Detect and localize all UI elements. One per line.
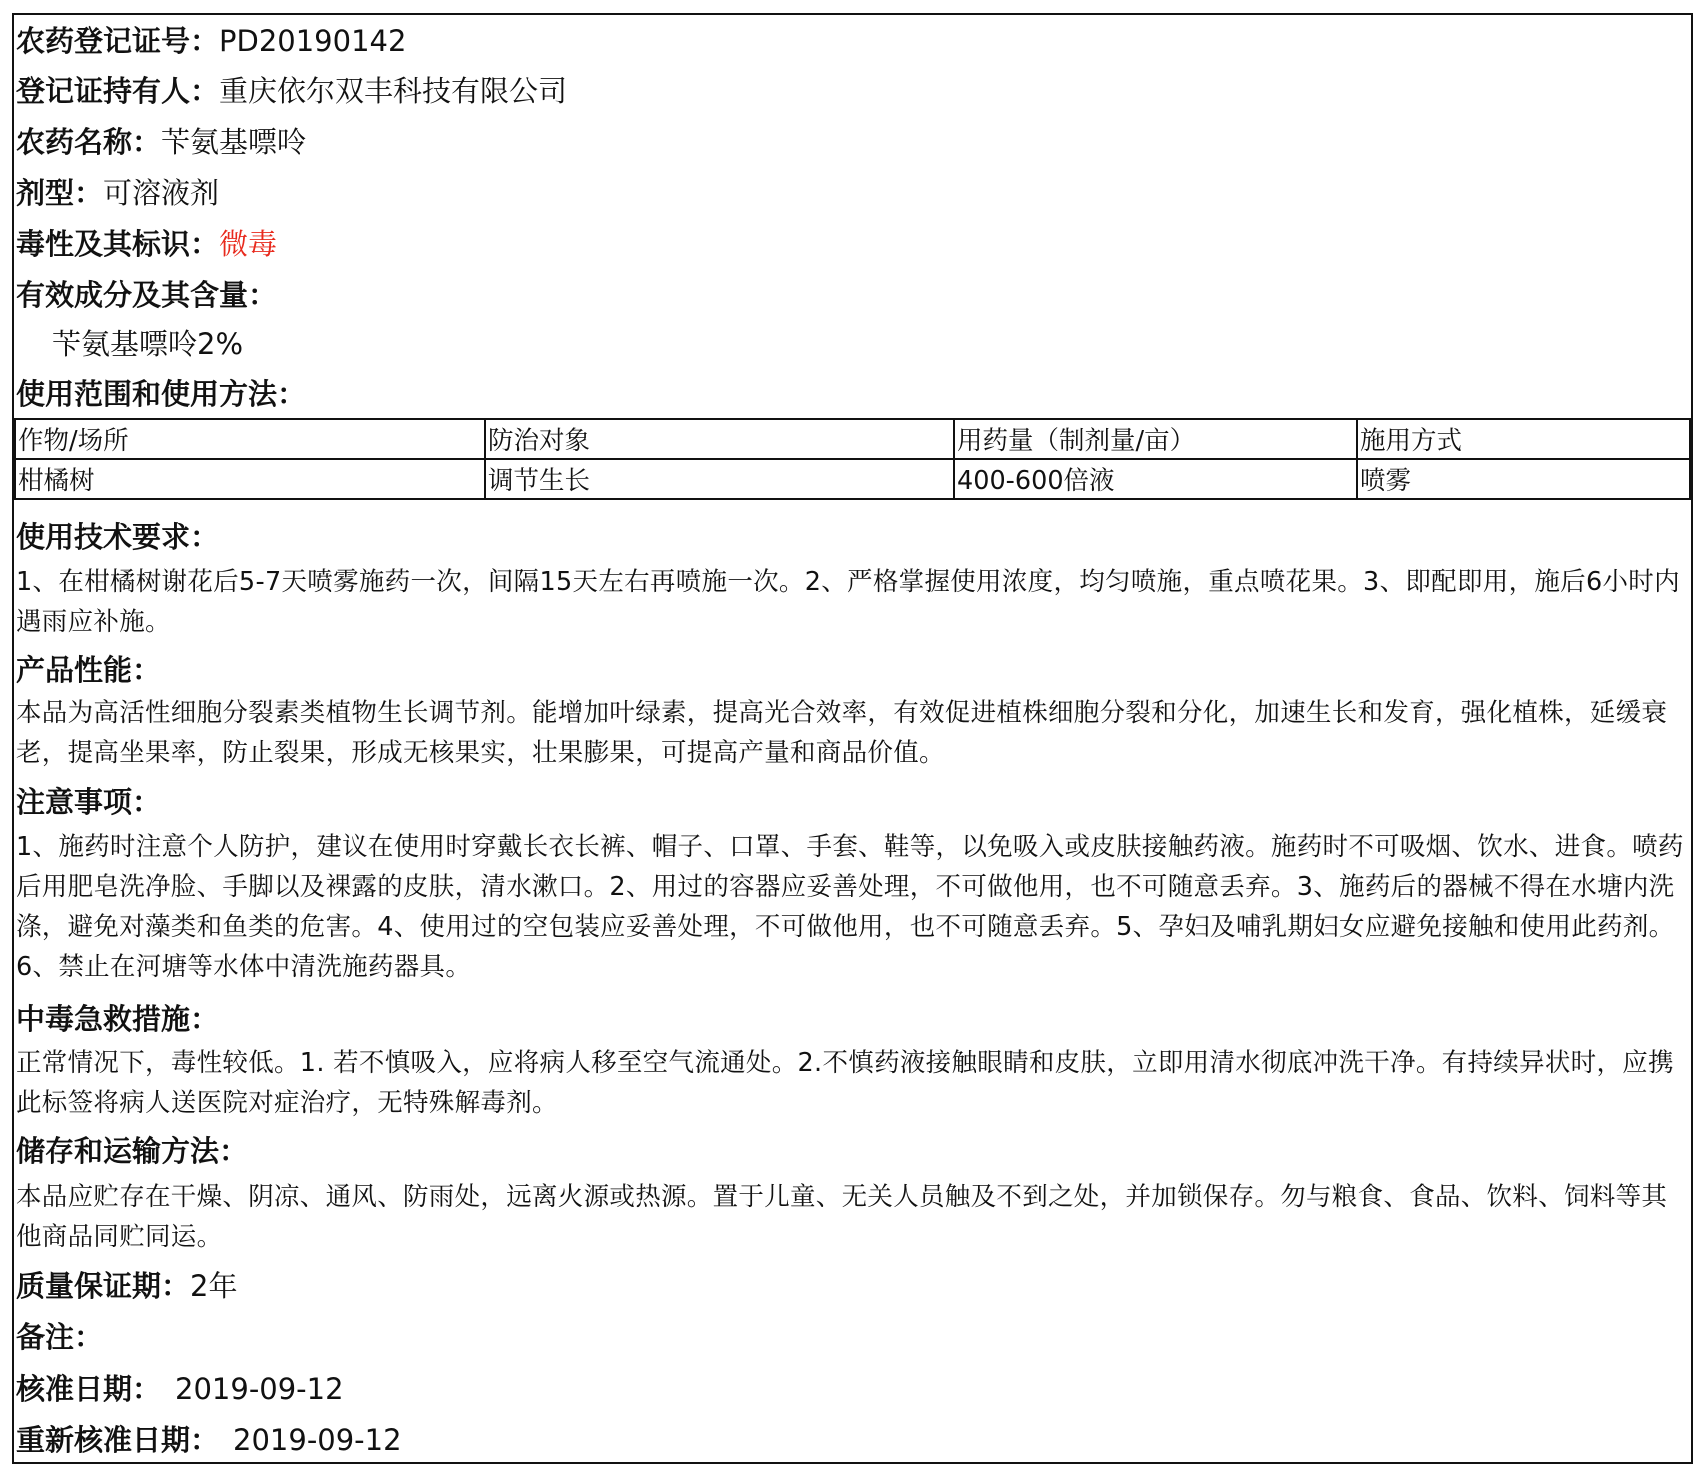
usage-heading — [16, 374, 306, 414]
table-row — [15, 459, 1690, 499]
header-dosage: 用药量（制剂量/亩） — [954, 419, 1357, 459]
first-aid-text: 正常情况下，毒性较低。1. 若不慎吸入，应将病人移至空气流通处。2.不慎药液接触眼睛和皮肤，立即用清水彻底冲洗干净。有持续异状时，应携此标签将病人送医院对症治疗，无特殊解毒剂。 — [16, 1048, 1674, 1118]
remarks-label: 备注： — [16, 1320, 104, 1354]
performance-text: 本品为高活性细胞分裂素类植物生长调节剂。能增加叶绿素，提高光合效率，有效促进植株细胞分裂和分化，加速生长和发育，强化植株，延缓衰老，提高坐果率，防止裂果，形成无核果实，壮果膨果，可提高产量和商品价值。 — [16, 698, 1668, 768]
formulation-row — [16, 173, 219, 213]
shelf-life-label: 质量保证期： — [16, 1269, 191, 1303]
approval-date-label: 核准日期： — [16, 1372, 162, 1406]
remarks-row — [16, 1317, 103, 1357]
approval-date-row — [16, 1369, 344, 1409]
storage-heading — [16, 1131, 248, 1171]
usage-table — [14, 418, 1691, 500]
toxicity-label: 毒性及其标识： — [16, 227, 220, 261]
toxicity-row — [16, 224, 277, 264]
storage-label: 储存和运输方法： — [16, 1134, 249, 1168]
approval-date-value: 2019-09-12 — [175, 1372, 344, 1406]
first-aid-label: 中毒急救措施： — [16, 1002, 220, 1036]
precautions-text: 1、施药时注意个人防护，建议在使用时穿戴长衣长裤、帽子、口罩、手套、鞋等，以免吸入或皮肤接触药液。施药时不可吸烟、饮水、进食。喷药后用肥皂洗净脸、手脚以及裸露的皮肤，清水漱口。2、用过的容器应妥善处理，不可做他用，也不可随意丢弃。3、施药后的器械不得在水塘内洗涤，避免对藻类和鱼类的危害。4、使用过的空包装应妥善处理，不可做他用，也不可随意丢弃。5、孕妇及哺乳期妇女应避免接触和使用此药剂。6、禁止在河塘等水体中清洗施药器具。 — [16, 832, 1684, 982]
performance-heading — [16, 650, 161, 690]
precautions-heading — [16, 782, 161, 822]
storage-text: 本品应贮存在干燥、阴凉、通风、防雨处，远离火源或热源。置于儿童、无关人员触及不到之处，并加锁保存。勿与粮食、食品、饮料、饲料等其他商品同贮同运。 — [16, 1182, 1668, 1252]
header-crop: 作物/场所 — [15, 419, 485, 459]
pesticide-name-row — [16, 122, 306, 162]
header-method: 施用方式 — [1357, 419, 1690, 459]
shelf-life-row — [16, 1266, 237, 1306]
first-aid-heading — [16, 999, 219, 1039]
reapproval-date-value: 2019-09-12 — [233, 1423, 402, 1457]
reapproval-date-row — [16, 1420, 402, 1460]
usage-label: 使用范围和使用方法： — [16, 377, 307, 411]
usage-table-header — [15, 419, 1690, 459]
cell-method: 喷雾 — [1357, 459, 1690, 499]
holder-label: 登记证持有人： — [16, 74, 220, 108]
registration-number: PD20190142 — [219, 24, 407, 58]
performance-label: 产品性能： — [16, 653, 162, 687]
pesticide-name-value: 苄氨基嘌呤 — [161, 125, 307, 159]
formulation-value: 可溶液剂 — [103, 176, 220, 210]
pesticide-name-label: 农药名称： — [16, 125, 162, 159]
active-ingredient-label: 有效成分及其含量： — [16, 278, 278, 312]
registration-row — [16, 21, 406, 61]
shelf-life-value: 2年 — [190, 1269, 238, 1303]
reapproval-date-label: 重新核准日期： — [16, 1423, 220, 1457]
active-ingredient-value: 苄氨基嘌呤2% — [52, 327, 244, 361]
holder-row — [16, 71, 567, 111]
cell-dosage: 400-600倍液 — [954, 459, 1357, 499]
holder-name: 重庆依尔双丰科技有限公司 — [219, 74, 568, 108]
registration-label: 农药登记证号： — [16, 24, 220, 58]
formulation-label: 剂型： — [16, 176, 104, 210]
toxicity-value: 微毒 — [219, 227, 278, 261]
header-target: 防治对象 — [485, 419, 954, 459]
tech-requirements-heading — [16, 517, 219, 557]
precautions-label: 注意事项： — [16, 785, 162, 819]
cell-crop: 柑橘树 — [15, 459, 485, 499]
active-ingredient-heading — [16, 275, 277, 315]
tech-requirements-label: 使用技术要求： — [16, 520, 220, 554]
tech-requirements-text: 1、在柑橘树谢花后5-7天喷雾施药一次，间隔15天左右再喷施一次。2、严格掌握使用浓度，均匀喷施，重点喷花果。3、即配即用，施后6小时内遇雨应补施。 — [16, 567, 1680, 637]
cell-target: 调节生长 — [485, 459, 954, 499]
